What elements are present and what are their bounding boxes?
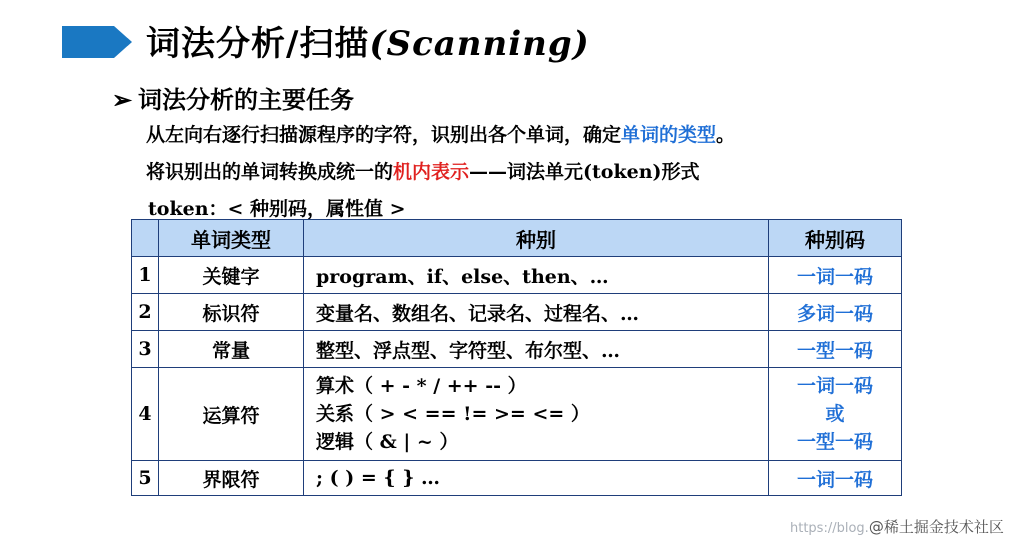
operator-logical: 逻辑（ & | ~ ） — [316, 431, 459, 453]
task-line-2-text: 将识别出的单词转换成统一的 — [146, 161, 394, 183]
row-num: 2 — [132, 294, 159, 331]
code-option-1: 一词一码 — [796, 375, 873, 397]
watermark-signature: @稀土掘金技术社区 — [868, 518, 1004, 536]
row-kinds: ; ( ) = { } … — [304, 461, 769, 496]
bullet-arrow-icon: ➢ — [112, 85, 133, 114]
row-type: 常量 — [159, 331, 304, 368]
task-line-1-text: 从左向右逐行扫描源程序的字符，识别出各个单词，确定 — [146, 124, 622, 146]
page-title — [146, 16, 590, 65]
header-kind-code: 种别码 — [769, 220, 902, 257]
highlight-internal-repr: 机内表示 — [393, 161, 470, 183]
row-kinds: 变量名、数组名、记录名、过程名、… — [304, 294, 769, 331]
task-line-1-end: 。 — [716, 124, 736, 146]
task-line-2 — [146, 157, 700, 184]
header-num — [132, 220, 159, 257]
table-row — [132, 368, 902, 461]
title-arrow-icon — [62, 22, 134, 62]
token-table — [131, 219, 902, 496]
header-word-type: 单词类型 — [159, 220, 304, 257]
row-kinds: 整型、浮点型、字符型、布尔型、… — [304, 331, 769, 368]
row-type: 关键字 — [159, 257, 304, 294]
code-or: 或 — [825, 403, 845, 425]
row-code: 一词一码 — [769, 461, 902, 496]
row-num: 4 — [132, 368, 159, 461]
operator-relational: 关系（ > < == != >= <= ） — [316, 403, 590, 425]
row-num: 1 — [132, 257, 159, 294]
row-code — [769, 368, 902, 461]
code-option-2: 一型一码 — [796, 431, 873, 453]
watermark-url: https://blog. — [790, 521, 869, 536]
row-type: 标识符 — [159, 294, 304, 331]
watermark — [790, 516, 1004, 537]
row-num: 5 — [132, 461, 159, 496]
token-format: token：< 种别码，属性值 > — [148, 198, 406, 220]
row-type: 界限符 — [159, 461, 304, 496]
header-kind: 种别 — [304, 220, 769, 257]
row-type: 运算符 — [159, 368, 304, 461]
row-code: 一型一码 — [769, 331, 902, 368]
title-cn: 词法分析/扫描 — [146, 24, 370, 64]
row-kinds: program、if、else、then、… — [304, 257, 769, 294]
operator-arith: 算术（ + - * / ++ -- ） — [316, 375, 527, 397]
table-row — [132, 461, 902, 496]
table-row — [132, 257, 902, 294]
table-row — [132, 294, 902, 331]
table-row — [132, 331, 902, 368]
row-kinds — [304, 368, 769, 461]
bullet-text: 词法分析的主要任务 — [138, 85, 354, 114]
highlight-word-type: 单词的类型 — [621, 124, 717, 146]
table-header-row — [132, 220, 902, 257]
bullet-heading — [112, 80, 354, 115]
task-line-2-end: ——词法单元(token)形式 — [469, 161, 700, 183]
row-code: 一词一码 — [769, 257, 902, 294]
title-en: (Scanning) — [369, 24, 590, 64]
task-line-1 — [146, 120, 735, 147]
row-code: 多词一码 — [769, 294, 902, 331]
row-num: 3 — [132, 331, 159, 368]
